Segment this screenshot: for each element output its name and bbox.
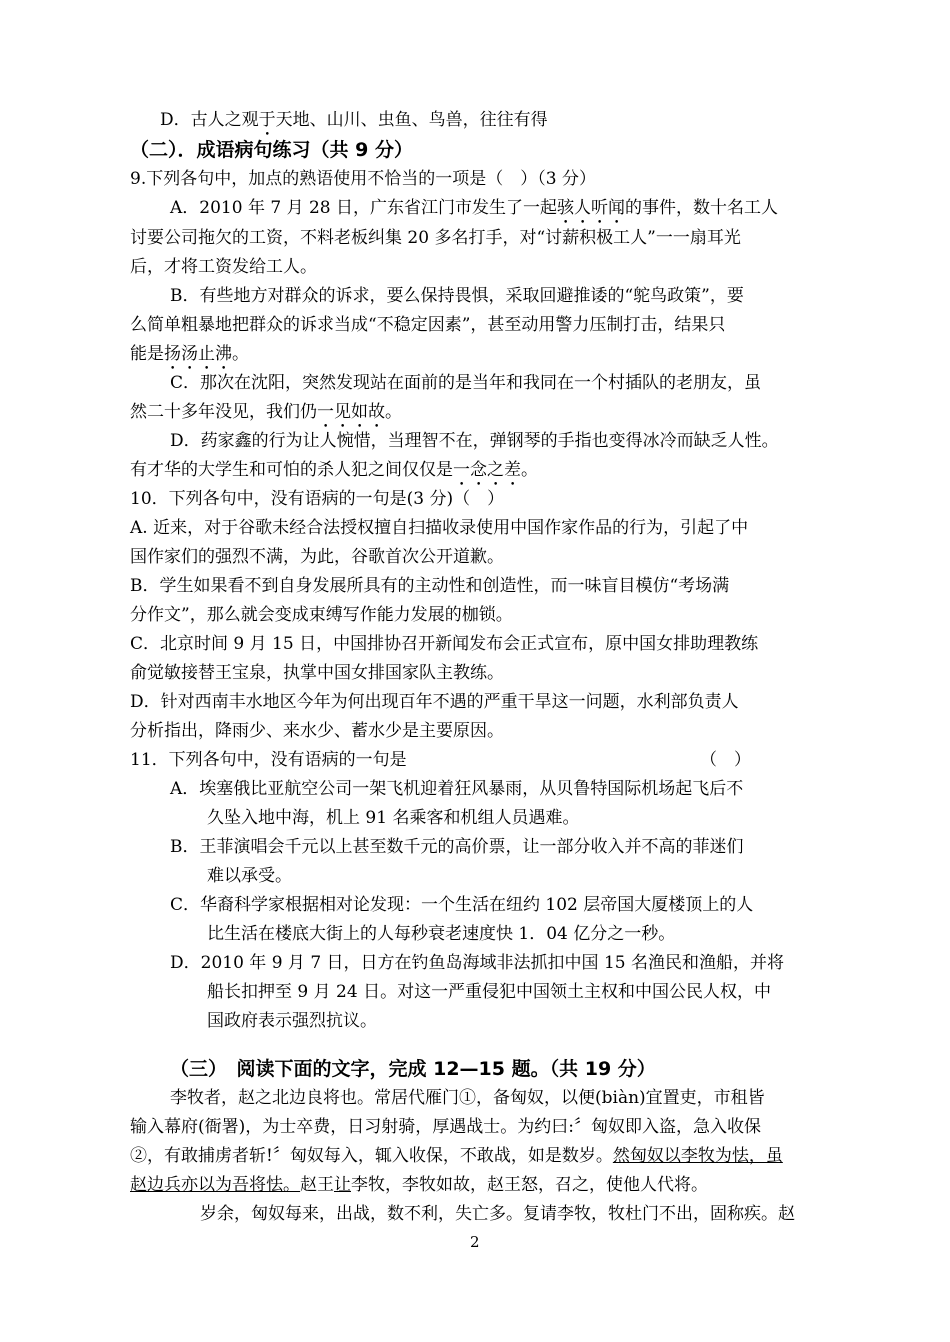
q9-d-text1: 有才华的大学生和可怕的杀人犯之间仅仅是 [130,460,453,480]
q9-c-text1: 然二十多年没见，我们仍 [130,402,317,422]
q9-b-idiom: 扬汤止沸 [164,344,232,364]
q11-option-a-line1: A．埃塞俄比亚航空公司一架飞机迎着狂风暴雨，从贝鲁特国际机场起飞后不 [170,779,744,799]
q9-b-text2: 。 [232,344,249,364]
q10-option-c-line1: C．北京时间 9 月 15 日，中国排协召开新闻发布会正式宣布，原中国女排助理教练 [130,634,759,654]
q9-a-text2: 的事件，数十名工人 [625,198,779,218]
q9-option-a-line1 [170,196,778,228]
passage-3-underlined: 然匈奴以李牧为怯，虽 [612,1146,783,1166]
q9-option-a-line3: 后，才将工资发给工人。 [130,257,317,277]
q11-answer-paren: （ ） [700,750,751,770]
passage-line-2: 输入幕府(衙署)，为士卒费，日习射骑，厚遇战士。为约曰:〞匈奴即入盗，急入收保 [130,1117,761,1137]
q9-option-c-line2 [130,400,402,432]
q9-d-idiom: 一念之差 [453,460,521,480]
q11-option-c-line1: C．华裔科学家根据相对论发现：一个生活在纽约 102 层帝国大厦楼顶上的人 [170,895,754,915]
passage-line-1: 李牧者，赵之北边良将也。常居代雁门①，备匈奴，以便(biàn)宜置吏，市租皆 [170,1088,765,1108]
q9-c-idiom: 一见如故 [317,402,385,422]
q8-option-d [160,108,548,140]
q9-option-a-line2: 讨要公司拖欠的工资，不料老板纠集 20 多名打手，对“讨薪积极工人”一一扇耳光 [130,228,741,248]
passage-line-4 [130,1173,708,1197]
q9-option-c-line1: C．那次在沈阳，突然发现站在面前的是当年和我同在一个村插队的老朋友，虽 [170,373,762,393]
q9-stem: 9.下列各句中，加点的熟语使用不恰当的一项是（ ）（3 分） [130,169,596,189]
q11-option-d-line1: D．2010 年 9 月 7 日，日方在钓鱼岛海域非法抓扣中国 15 名渔民和渔船，并将 [170,953,784,973]
q10-option-a-line1: A. 近来，对于谷歌未经合法授权擅自扫描收录使用中国作家作品的行为，引起了中 [130,518,749,538]
q9-b-text1: 能是 [130,344,164,364]
q11-stem: 11．下列各句中，没有语病的一句是 [130,750,407,770]
passage-line-3 [130,1144,783,1168]
q9-d-text2: 。 [521,460,538,480]
passage-4-text2: 李牧，李牧如故，赵王怒，召之，使他人代将。 [351,1175,708,1195]
q10-option-d-line2: 分析指出，降雨少、来水少、蓄水少是主要原因。 [130,721,504,741]
q9-a-idiom: 骇人听闻 [557,198,626,218]
q9-option-b-line2: 么简单粗暴地把群众的诉求当成“不稳定因素”，甚至动用警力压制打击，结果只 [130,315,726,335]
q10-stem: 10．下列各句中，没有语病的一句是(3 分)（ ） [130,489,505,509]
q8-d-part1: D．古人之观 [160,110,259,130]
section-3-title: （三） 阅读下面的文字，完成 12—15 题。（共 19 分） [170,1058,656,1080]
q9-a-text1: A．2010 年 7 月 28 日，广东省江门市发生了一起 [170,198,558,218]
q8-d-part2: 天地、山川、虫鱼、鸟兽，往往有得 [275,110,548,130]
q9-option-b-line3 [130,342,249,374]
q11-option-b-line1: B．王菲演唱会千元以上甚至数千元的高价票，让一部分收入并不高的菲迷们 [170,837,744,857]
q8-d-dotted: 于 [258,110,276,130]
q10-option-d-line1: D．针对西南丰水地区今年为何出现百年不遇的严重干旱这一问题，水利部负责人 [130,692,739,712]
q10-option-b-line2: 分作文”，那么就会变成束缚写作能力发展的枷锁。 [130,605,513,625]
section-2-title: （二）．成语病句练习（共 9 分） [130,139,413,161]
q11-option-a-line2: 久坠入地中海，机上 91 名乘客和机组人员遇难。 [207,808,580,828]
passage-3-text: ②，有敢捕虏者斩!〞匈奴每入，辄入收保，不敢战，如是数岁。 [130,1146,613,1166]
passage-4-rang: 让 [334,1175,351,1195]
q9-option-b-line1: B．有些地方对群众的诉求，要么保持畏惧，采取回避推诿的“鸵鸟政策”，要 [170,286,744,306]
page-number: 2 [470,1233,480,1251]
q11-option-d-line2: 船长扣押至 9 月 24 日。对这一严重侵犯中国领土主权和中国公民人权，中 [207,982,772,1002]
q9-option-d-line2 [130,458,538,490]
q10-option-c-line2: 俞觉敏接替王宝泉，执掌中国女排国家队主教练。 [130,663,504,683]
passage-line-5: 岁余，匈奴每来，出战，数不利，失亡多。复请李牧，牧杜门不出，固称疾。赵 [200,1204,795,1224]
q9-c-text2: 。 [385,402,402,422]
q11-option-c-line2: 比生活在楼底大街上的人每秒衰老速度快 1．04 亿分之一秒。 [207,924,676,944]
passage-4-text1: 赵王 [300,1175,334,1195]
q9-option-d-line1: D．药家鑫的行为让人惋惜，当理智不在，弹钢琴的手指也变得冰冷而缺乏人性。 [170,431,779,451]
passage-4-underlined: 赵边兵亦以为吾将怯。 [130,1175,300,1195]
q11-option-d-line3: 国政府表示强烈抗议。 [207,1011,377,1031]
q10-option-a-line2: 国作家们的强烈不满，为此，谷歌首次公开道歉。 [130,547,504,567]
q10-option-b-line1: B．学生如果看不到自身发展所具有的主动性和创造性，而一味盲目模仿“考场满 [130,576,730,596]
q11-option-b-line2: 难以承受。 [207,866,292,886]
